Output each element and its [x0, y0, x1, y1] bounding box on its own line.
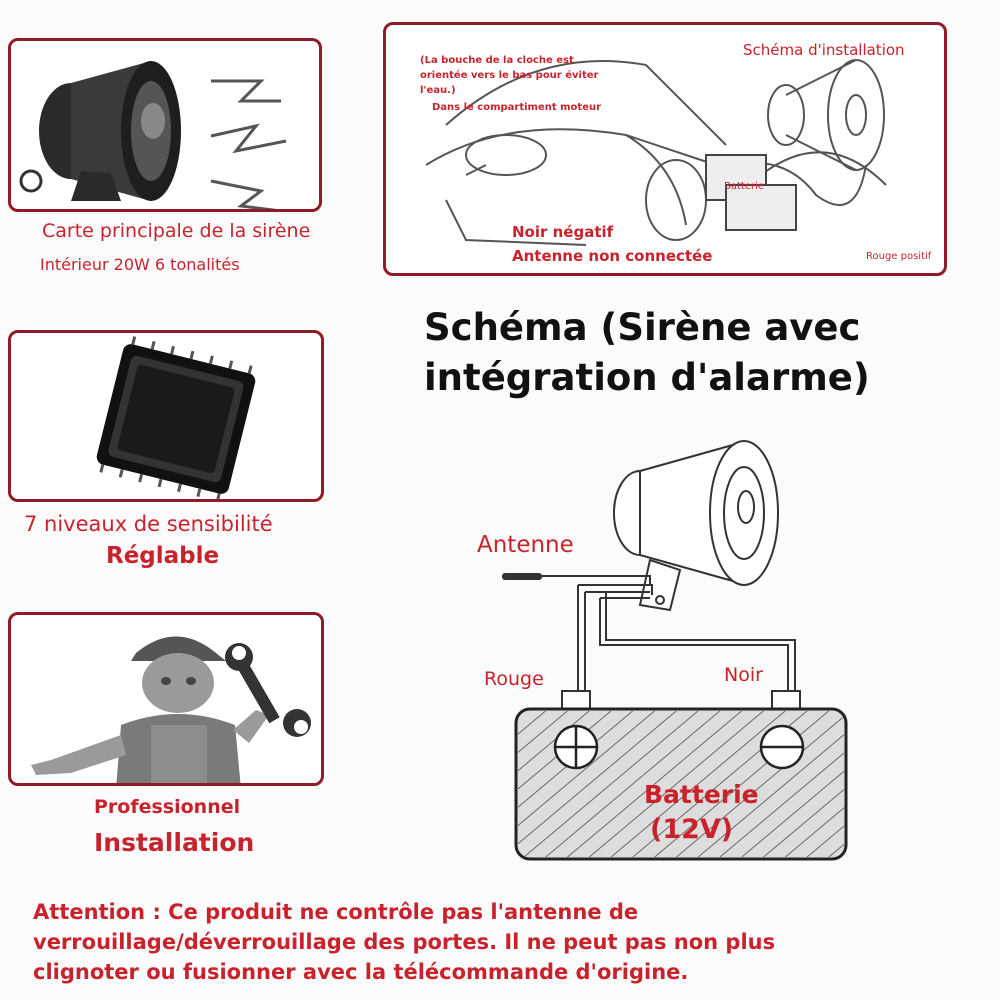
install-battery-label: Batterie — [724, 181, 765, 192]
feature-sensitivity-subtitle: Réglable — [106, 543, 220, 569]
warning-line2: verrouillage/déverrouillage des portes. Il ne peut pas non plus — [33, 930, 776, 954]
positive-terminal-icon — [555, 726, 597, 768]
feature-panel-chip — [8, 330, 324, 502]
install-note-line1: (La bouche de la cloche est — [420, 55, 574, 66]
mechanic-icon — [11, 615, 324, 786]
install-black-label: Noir négatif — [512, 223, 614, 241]
feature-pro-subtitle: Installation — [94, 828, 255, 857]
feature-siren-subtitle: Intérieur 20W 6 tonalités — [40, 255, 240, 274]
siren-horn-icon — [11, 41, 322, 212]
main-title-line2: intégration d'alarme) — [424, 356, 870, 399]
install-title: Schéma d'installation — [743, 41, 905, 59]
feature-panel-mechanic — [8, 612, 324, 786]
install-red-label: Rouge positif — [866, 251, 932, 262]
install-note-line2: orientée vers le bas pour éviter — [420, 70, 599, 81]
diagram-antenna-label: Antenne — [477, 532, 574, 558]
negative-terminal-icon — [761, 726, 803, 768]
installation-panel — [383, 22, 947, 276]
chip-icon — [11, 333, 324, 502]
feature-siren-title: Carte principale de la sirène — [42, 220, 311, 242]
warning-line3: clignoter ou fusionner avec la télécommande d'origine. — [33, 960, 689, 984]
feature-sensitivity-title: 7 niveaux de sensibilité — [24, 512, 273, 536]
diagram-red-label: Rouge — [484, 668, 544, 690]
feature-panel-siren — [8, 38, 322, 212]
feature-pro-title: Professionnel — [94, 796, 241, 818]
install-note-line3: l'eau.) — [420, 85, 456, 96]
diagram-battery-label: Batterie — [644, 780, 759, 809]
antenna-lead — [502, 573, 542, 580]
diagram-voltage-label: (12V) — [650, 814, 734, 845]
install-compartment: Dans le compartiment moteur — [432, 102, 602, 113]
main-title-line1: Schéma (Sirène avec — [424, 306, 861, 349]
diagram-black-label: Noir — [724, 664, 763, 686]
install-antenna-label: Antenne non connectée — [512, 247, 713, 265]
warning-line1: Attention : Ce produit ne contrôle pas l'antenne de — [33, 900, 639, 924]
